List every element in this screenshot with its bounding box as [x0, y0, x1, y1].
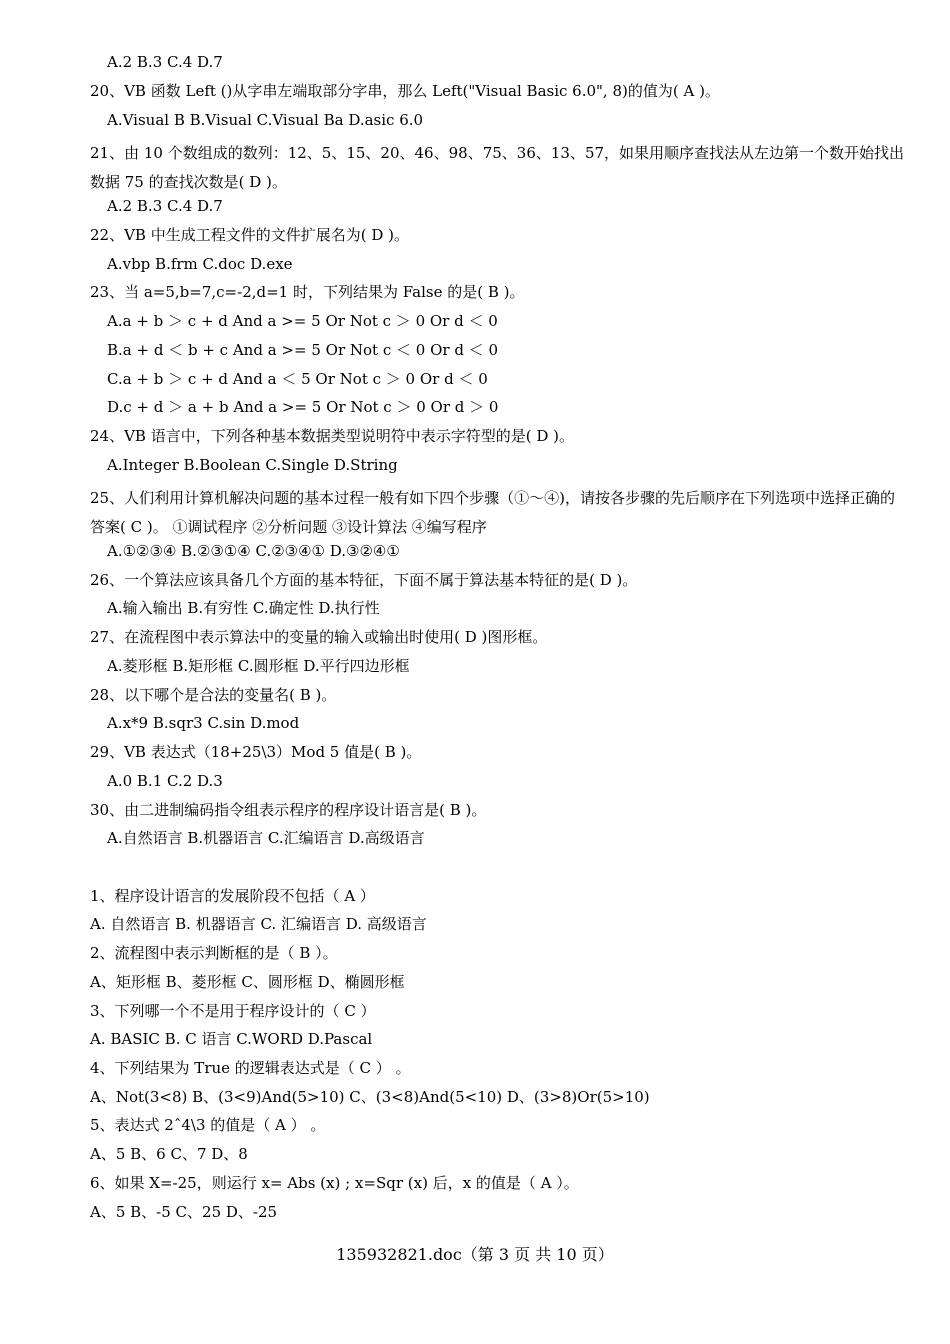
question-20: 20、VB 函数 Left ()从字串左端取部分字串，那么 Left("Visual Basic 6.0", 8)的值为( A )。	[90, 82, 720, 100]
answer-options: A.0 B.1 C.2 D.3	[107, 772, 223, 790]
question-5: 5、表达式 2ˆ4\3 的值是（ A ） 。	[90, 1116, 326, 1134]
question-2: 2、流程图中表示判断框的是（ B ）。	[90, 944, 338, 962]
question-4: 4、下列结果为 True 的逻辑表达式是（ C ） 。	[90, 1059, 411, 1077]
question-1: 1、程序设计语言的发展阶段不包括（ A ）	[90, 887, 375, 905]
answer-option-b: B.a + d ＜ b + c And a >= 5 Or Not c ＜ 0 Or d ＜ 0	[107, 341, 498, 359]
answer-option-a: A.a + b ＞ c + d And a >= 5 Or Not c ＞ 0 Or d ＜ 0	[107, 312, 498, 330]
question-28: 28、以下哪个是合法的变量名( B )。	[90, 686, 337, 704]
question-25: 25、人们利用计算机解决问题的基本过程一般有如下四个步骤（①～④)，请按各步骤的先后顺序在下列选项中选择正确的答案( C )。 ①调试程序 ②分析问题 ③设计算法 ④编写程序	[90, 489, 895, 536]
answer-options: A.2 B.3 C.4 D.7	[107, 53, 223, 71]
question-23: 23、当 a=5,b=7,c=-2,d=1 时，下列结果为 False 的是( B )。	[90, 283, 525, 301]
question-6: 6、如果 X=-25，则运行 x= Abs (x) ; x=Sqr (x) 后，x 的值是（ A ）。	[90, 1174, 579, 1192]
answer-options: A.x*9 B.sqr3 C.sin D.mod	[107, 714, 300, 732]
answer-options: A、Not(3<8) B、(3<9)And(5>10) C、(3<8)And(5<10) D、(3>8)Or(5>10)	[90, 1088, 650, 1106]
answer-options: A.Integer B.Boolean C.Single D.String	[107, 456, 398, 474]
answer-option-c: C.a + b ＞ c + d And a ＜ 5 Or Not c ＞ 0 Or d ＜ 0	[107, 370, 488, 388]
answer-options: A.菱形框 B.矩形框 C.圆形框 D.平行四边形框	[107, 657, 410, 675]
answer-options: A. 自然语言 B. 机器语言 C. 汇编语言 D. 高级语言	[90, 915, 427, 933]
answer-options: A、5 B、6 C、7 D、8	[90, 1145, 248, 1163]
page-footer: 135932821.doc（第 3 页 共 10 页）	[336, 1245, 614, 1264]
question-29: 29、VB 表达式（18+25\3）Mod 5 值是( B )。	[90, 743, 422, 761]
question-3: 3、下列哪一个不是用于程序设计的（ C ）	[90, 1002, 376, 1020]
question-26: 26、一个算法应该具备几个方面的基本特征，下面不属于算法基本特征的是( D )。	[90, 571, 638, 589]
answer-options: A.①②③④ B.②③①④ C.②③④① D.③②④①	[107, 542, 400, 560]
question-30: 30、由二进制编码指令组表示程序的程序设计语言是( B )。	[90, 801, 487, 819]
answer-options: A.输入输出 B.有穷性 C.确定性 D.执行性	[107, 599, 380, 617]
answer-options: A. BASIC B. C 语言 C.WORD D.Pascal	[90, 1030, 373, 1048]
answer-options: A、5 B、-5 C、25 D、-25	[90, 1203, 278, 1221]
answer-option-d: D.c + d ＞ a + b And a >= 5 Or Not c ＞ 0 Or d ＞ 0	[107, 398, 499, 416]
answer-options: A.vbp B.frm C.doc D.exe	[107, 255, 293, 273]
question-21: 21、由 10 个数组成的数列：12、5、15、20、46、98、75、36、13、57，如果用顺序查找法从左边第一个数开始找出数据 75 的查找次数是( D )。	[90, 144, 905, 191]
answer-options: A.自然语言 B.机器语言 C.汇编语言 D.高级语言	[107, 829, 425, 847]
question-27: 27、在流程图中表示算法中的变量的输入或输出时使用( D )图形框。	[90, 628, 548, 646]
answer-options: A、矩形框 B、菱形框 C、圆形框 D、椭圆形框	[90, 973, 405, 991]
answer-options: A.Visual B B.Visual C.Visual Ba D.asic 6.0	[107, 111, 424, 129]
answer-options: A.2 B.3 C.4 D.7	[107, 197, 223, 215]
question-22: 22、VB 中生成工程文件的文件扩展名为( D )。	[90, 226, 409, 244]
question-24: 24、VB 语言中，下列各种基本数据类型说明符中表示字符型的是( D )。	[90, 427, 574, 445]
